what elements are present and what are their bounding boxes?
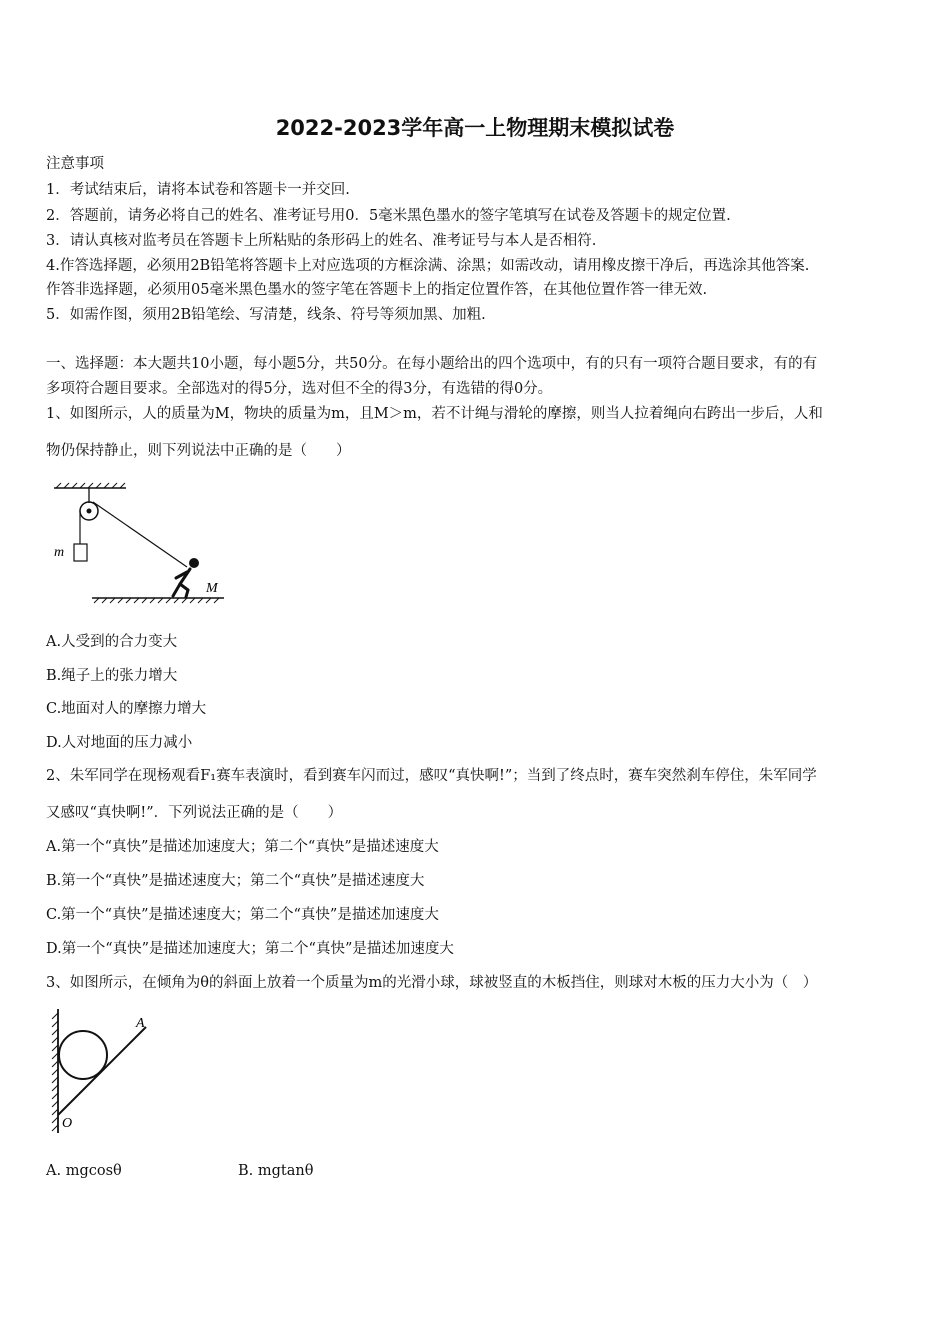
q3-option-b: B. mgtanθ: [238, 1163, 314, 1179]
q3-option-a: A. mgcosθ: [46, 1163, 122, 1179]
q1-fig-label-M: M: [206, 581, 218, 596]
notice-item-3: 3．请认真核对监考员在答题卡上所粘贴的条形码上的姓名、准考证号与本人是否相符.: [46, 233, 597, 249]
q3-fig-label-A: A: [136, 1016, 145, 1031]
q1-option-a: A.人受到的合力变大: [46, 634, 178, 650]
section1-line2: 多项符合题目要求。全部选对的得5分，选对但不全的得3分，有选错的得0分。: [46, 381, 553, 397]
q1-stem-line2: 物仍保持静止，则下列说法中正确的是（ ）: [46, 443, 351, 459]
notice-item-4-cont: 作答非选择题，必须用05毫米黑色墨水的签字笔在答题卡上的指定位置作答，在其他位置作答一律无效.: [46, 282, 708, 298]
page-title: 2022-2023学年高一上物理期末模拟试卷: [275, 116, 675, 140]
q2-option-a: A.第一个“真快”是描述加速度大；第二个“真快”是描述速度大: [46, 839, 439, 855]
q1-stem-line1: 1、如图所示，人的质量为M，物块的质量为m，且M＞m，若不计绳与滑轮的摩擦，则当人拉着绳向右跨出一步后，人和: [46, 406, 823, 422]
notice-item-2: 2．答题前，请务必将自己的姓名、准考证号用0．5毫米黑色墨水的签字笔填写在试卷及答题卡的规定位置.: [46, 208, 731, 224]
person-icon: [173, 558, 199, 597]
q2-option-b: B.第一个“真快”是描述速度大；第二个“真快”是描述速度大: [46, 873, 425, 889]
section1-line1: 一、选择题：本大题共10小题，每小题5分，共50分。在每小题给出的四个选项中，有的只有一项符合题目要求，有的有: [46, 356, 818, 372]
notice-item-1: 1．考试结束后，请将本试卷和答题卡一并交回.: [46, 182, 350, 198]
notice-item-5: 5．如需作图，须用2B铅笔绘、写清楚，线条、符号等须加黑、加粗.: [46, 307, 486, 323]
q2-option-c: C.第一个“真快”是描述速度大；第二个“真快”是描述加速度大: [46, 907, 439, 923]
q2-stem-line1: 2、朱军同学在现杨观看F₁赛车表演时，看到赛车闪而过，感叹“真快啊!”；当到了终点时，赛车突然刹车停住，朱军同学: [46, 768, 817, 784]
q1-fig-label-m: m: [54, 545, 65, 560]
q1-option-d: D.人对地面的压力减小: [46, 735, 193, 751]
q1-option-b: B.绳子上的张力增大: [46, 668, 178, 684]
notice-item-4: 4.作答选择题，必须用2B铅笔将答题卡上对应选项的方框涂满、涂黑；如需改动，请用橡皮擦干净后，再选涂其他答案.: [46, 258, 810, 274]
q3-stem-line1: 3、如图所示，在倾角为θ的斜面上放着一个质量为m的光滑小球，球被竖直的木板挡住，则球对木板的压力大小为（ ）: [46, 975, 818, 991]
q1-option-c: C.地面对人的摩擦力增大: [46, 701, 207, 717]
q3-fig-label-O: O: [62, 1116, 73, 1131]
q1-pulley-figure: [46, 480, 236, 608]
q3-incline-figure: [44, 1003, 164, 1139]
q2-stem-line2: 又感叹“真快啊!”．下列说法正确的是（ ）: [46, 805, 343, 821]
q2-option-d: D.第一个“真快”是描述加速度大；第二个“真快”是描述加速度大: [46, 941, 454, 957]
notice-heading: 注意事项: [46, 156, 104, 172]
